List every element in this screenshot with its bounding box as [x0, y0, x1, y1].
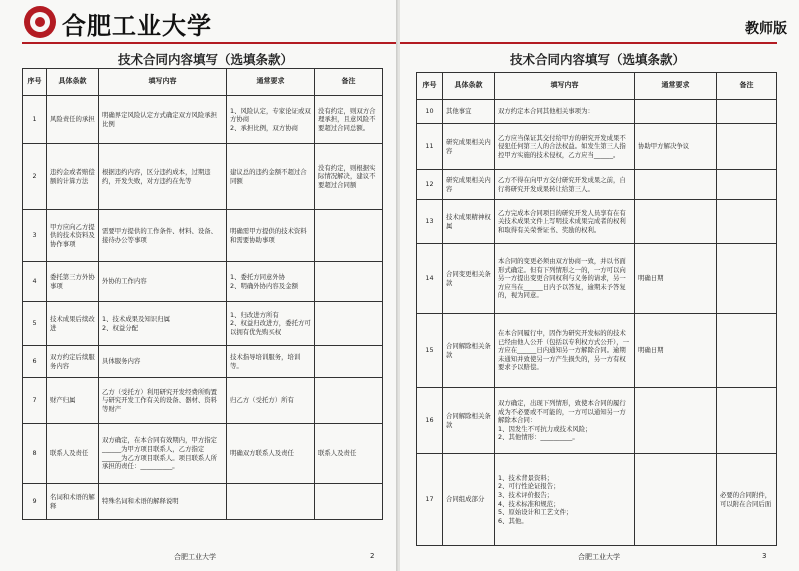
- header-rule: [400, 42, 777, 44]
- row-content: 双方确定，出现下列情形，致使本合同的履行成为不必要或不可能的，一方可以通知另一方解除本合同： 1、因发生不可抗力或技术风险； 2、其他情形：__________。: [495, 388, 635, 454]
- row-clause: 技术成果精神权属: [443, 200, 495, 244]
- row-remark: 没有约定，则根据实际情况解决，建议不要超过合同额: [315, 144, 383, 210]
- row-clause: 研究成果相关内容: [443, 124, 495, 170]
- table-row: [417, 100, 777, 124]
- row-clause: 合同变更相关条款: [443, 244, 495, 314]
- col-header-remark: 备注: [315, 69, 383, 96]
- row-no: 13: [417, 200, 443, 244]
- row-content: 根据违约内容，区分违约成本，过期违约，开发失败，对方违约在先等: [99, 144, 227, 210]
- table-row: [23, 210, 383, 262]
- row-content: 需要甲方提供的工作条件、材料、设备、接待办公等事项: [99, 210, 227, 262]
- table-row: [23, 302, 383, 346]
- row-requirement: [635, 100, 717, 124]
- table-row: [417, 314, 777, 388]
- row-content: 乙方完成本合同项目的研究开发人员享有在有关技术成果文件上写明技术成果完成者的权利和取得有关荣誉证书、奖励的权利。: [495, 200, 635, 244]
- row-no: 17: [417, 454, 443, 546]
- university-name: 合肥工业大学: [62, 11, 212, 40]
- left-page-footer: 合肥工业大学: [174, 553, 216, 561]
- row-requirement: [635, 170, 717, 200]
- right-page-number: 3: [762, 552, 767, 560]
- row-no: 6: [23, 346, 47, 378]
- row-remark: [717, 388, 777, 454]
- row-requirement: 明确双方联系人及责任: [227, 424, 315, 484]
- university-logo-icon: [24, 6, 56, 38]
- row-no: 3: [23, 210, 47, 262]
- row-remark: 联系人及责任: [315, 424, 383, 484]
- table-row: [417, 244, 777, 314]
- row-clause: 研究成果相关内容: [443, 170, 495, 200]
- row-content: 明确界定风险认定方式确定双方风险承担比例: [99, 96, 227, 144]
- col-header-requirement: 通常要求: [227, 69, 315, 96]
- row-clause: 风险责任的承担: [47, 96, 99, 144]
- row-remark: 没有约定，则双方合理承担，且意风险不要超过合同总额。: [315, 96, 383, 144]
- row-requirement: [227, 484, 315, 520]
- left-page-title: 技术合同内容填写（选填条款）: [118, 52, 294, 67]
- row-remark: 必要的合同附件，可以附在合同后面: [717, 454, 777, 546]
- table-row: [23, 346, 383, 378]
- row-requirement: [635, 454, 717, 546]
- row-no: 11: [417, 124, 443, 170]
- row-clause: 委托第三方外协事项: [47, 262, 99, 302]
- row-requirement: 归乙方（受托方）所有: [227, 378, 315, 424]
- col-header-clause: 具体条款: [443, 73, 495, 100]
- row-no: 15: [417, 314, 443, 388]
- table-row: [417, 124, 777, 170]
- right-page-title: 技术合同内容填写（选填条款）: [510, 52, 686, 67]
- row-clause: 双方约定后续服务内容: [47, 346, 99, 378]
- row-requirement: 1、委托方同意外协 2、明确外协内容及金额: [227, 262, 315, 302]
- right-page: [400, 0, 799, 571]
- row-content: 双方确定，在本合同有效期内，甲方指定______为甲方项目联系人，乙方指定______为乙方项目联系人。项目联系人所承担的责任：__________。: [99, 424, 227, 484]
- col-header-content: 填写内容: [99, 69, 227, 96]
- row-clause: 合同组成部分: [443, 454, 495, 546]
- row-remark: [315, 378, 383, 424]
- row-no: 9: [23, 484, 47, 520]
- row-clause: 技术成果后续改进: [47, 302, 99, 346]
- row-no: 10: [417, 100, 443, 124]
- row-requirement: 明确需甲方提供的技术资料和需要协助事项: [227, 210, 315, 262]
- row-no: 8: [23, 424, 47, 484]
- row-no: 1: [23, 96, 47, 144]
- table-header-row: [417, 73, 777, 100]
- row-remark: [717, 124, 777, 170]
- row-requirement: 协助甲方解决争议: [635, 124, 717, 170]
- row-remark: [315, 302, 383, 346]
- row-clause: 合同解除相关条款: [443, 314, 495, 388]
- row-requirement: [635, 388, 717, 454]
- table-row: [23, 378, 383, 424]
- row-requirement: 明确日期: [635, 244, 717, 314]
- header-rule: [22, 42, 398, 44]
- row-clause: 联系人及责任: [47, 424, 99, 484]
- row-clause: 其他事宜: [443, 100, 495, 124]
- table-row: [23, 424, 383, 484]
- row-remark: [717, 200, 777, 244]
- table-row: [23, 484, 383, 520]
- row-remark: [315, 210, 383, 262]
- col-header-content: 填写内容: [495, 73, 635, 100]
- row-content: 双方约定本合同其他相关事项为：: [495, 100, 635, 124]
- row-content: 乙方（受托方）利用研究开发经费所购置与研究开发工作有关的设备、器材、资料等财产: [99, 378, 227, 424]
- role-label: 教师版: [745, 21, 787, 37]
- col-header-no: 序号: [417, 73, 443, 100]
- row-requirement: 明确日期: [635, 314, 717, 388]
- row-remark: [315, 484, 383, 520]
- table-row: [417, 170, 777, 200]
- right-clause-table: [416, 72, 777, 546]
- row-content: 乙方不得在向甲方交付研究开发成果之前，自行将研究开发成果转让给第三人。: [495, 170, 635, 200]
- row-remark: [717, 314, 777, 388]
- row-content: 1、技术背景资料； 2、可行性论证报告； 3、技术评价报告； 4、技术标准和规范； 5、原始设计和工艺文件； 6、其他。: [495, 454, 635, 546]
- table-row: [23, 144, 383, 210]
- left-clause-table: [22, 68, 383, 520]
- row-clause: 甲方应向乙方提供的技术资料及协作事项: [47, 210, 99, 262]
- table-row: [417, 454, 777, 546]
- row-requirement: 1、归改进方所有 2、权益归改进方，委托方可以拥有优先购买权: [227, 302, 315, 346]
- row-clause: 名词和术语的解释: [47, 484, 99, 520]
- row-no: 5: [23, 302, 47, 346]
- row-no: 7: [23, 378, 47, 424]
- table-row: [417, 200, 777, 244]
- row-remark: [717, 100, 777, 124]
- row-clause: 违约金或者赔偿额的计算方法: [47, 144, 99, 210]
- row-clause: 财产归属: [47, 378, 99, 424]
- row-clause: 合同解除相关条款: [443, 388, 495, 454]
- row-remark: [717, 244, 777, 314]
- row-no: 14: [417, 244, 443, 314]
- left-page: [0, 0, 398, 571]
- row-content: 在本合同履行中，因作为研究开发标的的技术已经由他人公开（包括以专利权方式公开），一方应在______日内通知另一方解除合同。逾期未通知并致使另一方产生损失的，另一方有权要求予以赔偿。: [495, 314, 635, 388]
- col-header-no: 序号: [23, 69, 47, 96]
- row-no: 2: [23, 144, 47, 210]
- row-content: 乙方应当保证其交付给甲方的研究开发成果不侵犯任何第三人的合法权益。如发生第三人指控甲方实施的技术侵权，乙方应当______。: [495, 124, 635, 170]
- table-row: [23, 262, 383, 302]
- row-content: 具体服务内容: [99, 346, 227, 378]
- row-requirement: 建议总的违约金额不超过合同额: [227, 144, 315, 210]
- row-no: 4: [23, 262, 47, 302]
- row-remark: [315, 262, 383, 302]
- col-header-clause: 具体条款: [47, 69, 99, 96]
- row-requirement: 技术指导培训服务，培训等。: [227, 346, 315, 378]
- row-content: 1、技术成果及知识归属 2、权益分配: [99, 302, 227, 346]
- table-row: [23, 96, 383, 144]
- row-content: 特殊名词和术语的解释说明: [99, 484, 227, 520]
- row-remark: [315, 346, 383, 378]
- left-page-number: 2: [370, 552, 375, 560]
- table-header-row: [23, 69, 383, 96]
- row-remark: [717, 170, 777, 200]
- row-content: 本合同的变更必须由双方协商一致，并以书面形式确定。但有下列情形之一的，一方可以向另一方提出变更合同权利与义务的请求，另一方应当在______日内予以答复，逾期未予答复的，视为同意。: [495, 244, 635, 314]
- col-header-requirement: 通常要求: [635, 73, 717, 100]
- row-requirement: 1、风险认定，专家论证或双方协商 2、承担比例，双方协商: [227, 96, 315, 144]
- table-row: [417, 388, 777, 454]
- row-no: 12: [417, 170, 443, 200]
- row-no: 16: [417, 388, 443, 454]
- right-page-footer: 合肥工业大学: [578, 553, 620, 561]
- row-requirement: [635, 200, 717, 244]
- row-content: 外协的工作内容: [99, 262, 227, 302]
- col-header-remark: 备注: [717, 73, 777, 100]
